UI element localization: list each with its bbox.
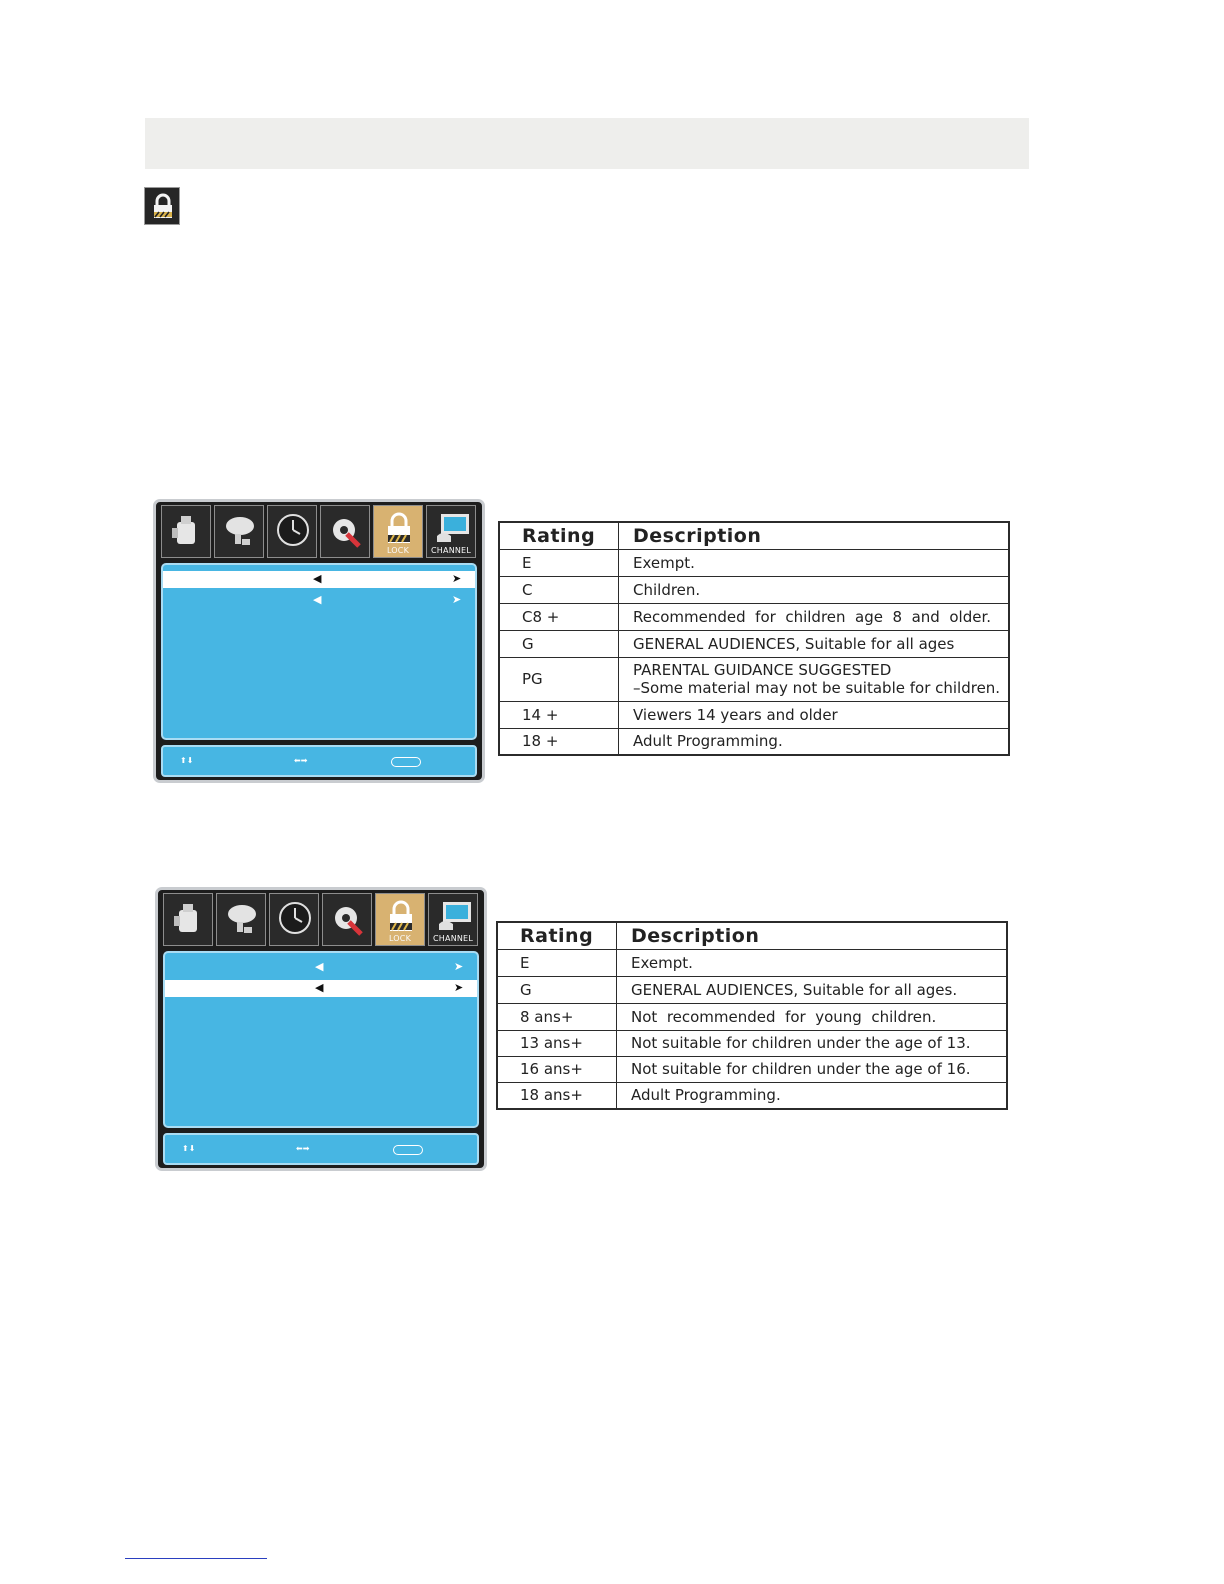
clock-icon	[276, 898, 314, 942]
rating-cell: 13 ans+	[497, 1030, 617, 1056]
rating-table-english	[498, 521, 1010, 756]
column-header-description: Description	[619, 522, 1010, 549]
rating-cell: E	[499, 549, 619, 576]
menu-row-english-rating[interactable]	[163, 571, 475, 588]
tab-lock-label: LOCK	[388, 934, 412, 943]
arrow-right-icon[interactable]: ➤	[452, 573, 462, 585]
section-header-bar	[145, 118, 1029, 169]
menu-row-french-rating[interactable]	[165, 980, 477, 997]
tv-menu-canada-french	[155, 887, 487, 1171]
tab-channel[interactable]	[426, 505, 476, 558]
description-cell: GENERAL AUDIENCES, Suitable for all ages	[619, 630, 1010, 657]
ok-button[interactable]	[391, 757, 421, 767]
rating-cell: G	[497, 976, 617, 1003]
rating-cell: PG	[499, 657, 619, 701]
menu-panel	[161, 563, 477, 740]
description-cell: GENERAL AUDIENCES, Suitable for all ages.	[617, 976, 1008, 1003]
tab-time[interactable]	[269, 893, 319, 946]
tab-picture[interactable]	[163, 893, 213, 946]
tab-lock[interactable]	[375, 893, 425, 946]
footnote-divider	[125, 1558, 267, 1559]
arrow-left-icon[interactable]: ◀	[313, 594, 322, 606]
rating-cell: G	[499, 630, 619, 657]
rating-cell: C	[499, 576, 619, 603]
menu-row-french-rating[interactable]	[163, 592, 475, 609]
clock-icon	[274, 510, 312, 554]
tab-channel-label: CHANNEL	[431, 546, 471, 555]
satellite-dish-icon	[223, 898, 261, 942]
tab-channel-label: CHANNEL	[433, 934, 473, 943]
lock-icon	[144, 187, 180, 225]
menu-tabs	[161, 505, 479, 559]
description-cell: Not recommended for young children.	[617, 1003, 1008, 1030]
tab-sound[interactable]	[214, 505, 264, 558]
menu-footer	[163, 1133, 479, 1165]
description-cell: Children.	[619, 576, 1010, 603]
lock-icon	[382, 898, 420, 938]
description-cell: Not suitable for children under the age of 13.	[617, 1030, 1008, 1056]
description-cell: Exempt.	[619, 549, 1010, 576]
arrow-left-icon[interactable]: ◀	[315, 982, 324, 994]
description-cell	[619, 657, 1010, 701]
tab-time[interactable]	[267, 505, 317, 558]
tab-picture[interactable]	[161, 505, 211, 558]
monitor-icon	[433, 510, 473, 550]
description-cell: Viewers 14 years and older	[619, 701, 1010, 728]
menu-footer	[161, 745, 477, 777]
tv-menu-canada-english	[153, 499, 485, 783]
rating-cell: 18 +	[499, 728, 619, 755]
tab-channel[interactable]	[428, 893, 478, 946]
rating-cell: 16 ans+	[497, 1056, 617, 1082]
rating-cell: 14 +	[499, 701, 619, 728]
left-right-icon: ⬅➡	[294, 756, 308, 765]
arrow-left-icon[interactable]: ◀	[313, 573, 322, 585]
column-header-rating: Rating	[497, 922, 617, 949]
up-down-icon: ⬆⬇	[182, 1144, 196, 1153]
tab-setup[interactable]	[320, 505, 370, 558]
gear-icon	[329, 898, 367, 942]
camera-icon	[168, 510, 206, 554]
tab-lock[interactable]	[373, 505, 423, 558]
rating-cell: 8 ans+	[497, 1003, 617, 1030]
lock-icon	[380, 510, 418, 550]
satellite-dish-icon	[221, 510, 259, 554]
tab-setup[interactable]	[322, 893, 372, 946]
description-line: PARENTAL GUIDANCE SUGGESTED	[633, 661, 892, 679]
menu-panel	[163, 951, 479, 1128]
menu-tabs	[163, 893, 481, 947]
arrow-right-icon[interactable]: ➤	[454, 961, 464, 973]
tab-sound[interactable]	[216, 893, 266, 946]
rating-cell: 18 ans+	[497, 1082, 617, 1109]
arrow-right-icon[interactable]: ➤	[454, 982, 464, 994]
menu-row-english-rating[interactable]	[165, 959, 477, 976]
ok-button[interactable]	[393, 1145, 423, 1155]
monitor-icon	[435, 898, 475, 938]
left-right-icon: ⬅➡	[296, 1144, 310, 1153]
description-cell: Recommended for children age 8 and older.	[619, 603, 1010, 630]
column-header-description: Description	[617, 922, 1008, 949]
rating-cell: E	[497, 949, 617, 976]
description-cell: Adult Programming.	[619, 728, 1010, 755]
description-line: –Some material may not be suitable for children.	[633, 679, 1001, 697]
camera-icon	[170, 898, 208, 942]
tab-lock-label: LOCK	[386, 546, 410, 555]
description-cell: Exempt.	[617, 949, 1008, 976]
arrow-right-icon[interactable]: ➤	[452, 594, 462, 606]
arrow-left-icon[interactable]: ◀	[315, 961, 324, 973]
description-cell: Adult Programming.	[617, 1082, 1008, 1109]
description-cell: Not suitable for children under the age of 16.	[617, 1056, 1008, 1082]
rating-table-french	[496, 921, 1008, 1110]
gear-icon	[327, 510, 365, 554]
up-down-icon: ⬆⬇	[180, 756, 194, 765]
rating-cell: C8 +	[499, 603, 619, 630]
column-header-rating: Rating	[499, 522, 619, 549]
